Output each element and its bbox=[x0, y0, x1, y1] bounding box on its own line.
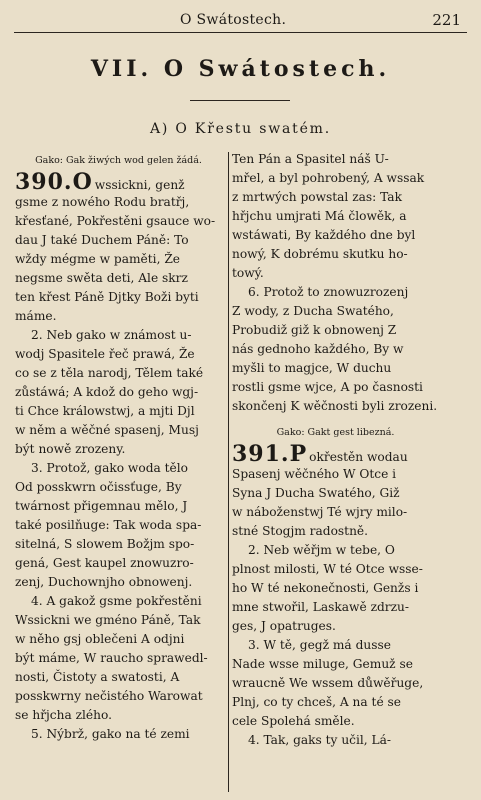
drop-initial: P bbox=[289, 444, 307, 465]
text-line: gená, Gest kaupel znowuzro- bbox=[15, 556, 194, 570]
text-line: wraucně We wssem důwěřuge, bbox=[232, 676, 424, 690]
text-line: ten křest Páně Djtky Boži byti bbox=[15, 290, 199, 304]
text-line: 6. Protož to znowuzrozenj bbox=[248, 285, 409, 299]
section-title: A) O Křestu swatém. bbox=[149, 121, 331, 137]
tune-line: Gako: Gakt gest libezná. bbox=[276, 427, 395, 438]
hymn-number: 391. bbox=[232, 444, 290, 465]
right-column bbox=[232, 150, 439, 750]
text-line: 5. Nýbrž, gako na té zemi bbox=[31, 727, 190, 741]
text-line: cele Spolehá směle. bbox=[232, 714, 355, 728]
text-line: w něho gsj oblečeni A odjni bbox=[15, 632, 185, 646]
text-line: posskwrny nečistého Warowat bbox=[15, 689, 203, 703]
tune-line: Gako: Gak žiwých wod gelen žádá. bbox=[35, 155, 202, 166]
chapter-divider bbox=[190, 100, 290, 101]
text-line: se hřjcha zlého. bbox=[15, 708, 112, 722]
text-line: wždy mégme w paměti, Že bbox=[15, 252, 180, 266]
text-line: Nade wsse miluge, Gemuž se bbox=[232, 657, 413, 671]
text-line: mřel, a byl pohrobený, A wssak bbox=[232, 171, 425, 185]
hymn-first-line: okřestěn wodau bbox=[309, 450, 408, 464]
text-line: 4. A gakož gsme pokřestěni bbox=[31, 594, 202, 608]
text-line: wstáwati, By každého dne byl bbox=[232, 228, 416, 242]
chapter-title: VII. O Swátostech. bbox=[90, 56, 391, 82]
text-line: w něm a wěčné spasenj, Musj bbox=[15, 423, 199, 437]
text-line: rostli gsme wjce, A po časnosti bbox=[232, 380, 423, 394]
hymn-first-line: wssickni, genž bbox=[94, 178, 185, 192]
text-line: skončenj K wěčnosti byli zrozeni. bbox=[232, 399, 438, 413]
text-line: 2. Neb wěřjm w tebe, O bbox=[248, 543, 395, 557]
text-line: být nowě zrozeny. bbox=[15, 442, 126, 456]
text-line: nowý, K dobrému skutku ho- bbox=[232, 247, 408, 261]
text-line: Ten Pán a Spasitel náš U- bbox=[232, 152, 389, 166]
text-line: myšli to magjce, W duchu bbox=[232, 361, 392, 375]
text-line: 4. Tak, gaks ty učil, Lá- bbox=[248, 733, 392, 747]
text-line: 3. Protož, gako woda tělo bbox=[31, 461, 188, 475]
text-line: plnost milosti, W té Otce wsse- bbox=[232, 562, 423, 576]
text-line: Od posskwrn očissťuge, By bbox=[15, 480, 182, 494]
drop-initial: O bbox=[72, 172, 92, 193]
hymn-number: 390. bbox=[15, 172, 73, 193]
hymn-start bbox=[232, 444, 439, 465]
page-number: 221 bbox=[432, 11, 461, 29]
text-line: Syna J Ducha Swatého, Giž bbox=[232, 486, 400, 500]
text-line: dau J také Duchem Páně: To bbox=[15, 233, 189, 247]
running-header bbox=[14, 8, 467, 33]
text-line: gsme z nowého Rodu bratřj, bbox=[15, 195, 190, 209]
text-line: Plnj, co ty chceš, A na té se bbox=[232, 695, 402, 709]
text-line: máme. bbox=[15, 309, 57, 323]
text-line: nás gednoho každého, By w bbox=[232, 342, 404, 356]
text-line: z mrtwých powstal zas: Tak bbox=[232, 190, 402, 204]
text-line: mne stwořil, Laskawě zdrzu- bbox=[232, 600, 410, 614]
text-line: wodj Spasitele řeč prawá, Že bbox=[15, 347, 195, 361]
text-line: negsme swěta deti, Ale skrz bbox=[15, 271, 188, 285]
text-line: Probudiž giž k obnowenj Z bbox=[232, 323, 397, 337]
running-title: O Swátostech. bbox=[180, 12, 287, 28]
text-line: také posilňuge: Tak woda spa- bbox=[15, 518, 202, 532]
text-line: ho W té nekonečnosti, Genžs i bbox=[232, 581, 419, 595]
hymn-start bbox=[15, 172, 222, 193]
text-line: hřjchu umjrati Má člowěk, a bbox=[232, 209, 407, 223]
text-line: křesťané, Pokřestěni gsauce wo- bbox=[15, 214, 216, 228]
text-line: ges, J opatruges. bbox=[232, 619, 336, 633]
text-line: zenj, Duchownjho obnowenj. bbox=[15, 575, 193, 589]
left-column bbox=[15, 150, 222, 744]
text-line: 2. Neb gako w známost u- bbox=[31, 328, 192, 342]
text-line: Wssickni we gméno Páně, Tak bbox=[15, 613, 201, 627]
text-line: ti Chce králowstwj, a mjti Djl bbox=[15, 404, 195, 418]
text-line: 3. W tě, gegž má dusse bbox=[248, 638, 391, 652]
text-line: Z wody, z Ducha Swatého, bbox=[232, 304, 394, 318]
text-line: co se z těla narodj, Tělem také bbox=[15, 366, 204, 380]
text-line: Spasenj wěčného W Otce i bbox=[232, 467, 397, 481]
text-line: být máme, W raucho sprawedl- bbox=[15, 651, 208, 665]
text-line: w náboženstwj Té wjry milo- bbox=[232, 505, 408, 519]
text-line: towý. bbox=[232, 266, 264, 280]
text-line: nosti, Čistoty a swatosti, A bbox=[15, 670, 180, 684]
column-divider bbox=[228, 152, 229, 792]
text-line: zůstáwá; A kdož do geho wgj- bbox=[15, 385, 199, 399]
text-line: stné Stogjm radostně. bbox=[232, 524, 369, 538]
text-line: sitelná, S slowem Božjm spo- bbox=[15, 537, 195, 551]
text-line: twárnost přigemnau mělo, J bbox=[15, 499, 188, 513]
